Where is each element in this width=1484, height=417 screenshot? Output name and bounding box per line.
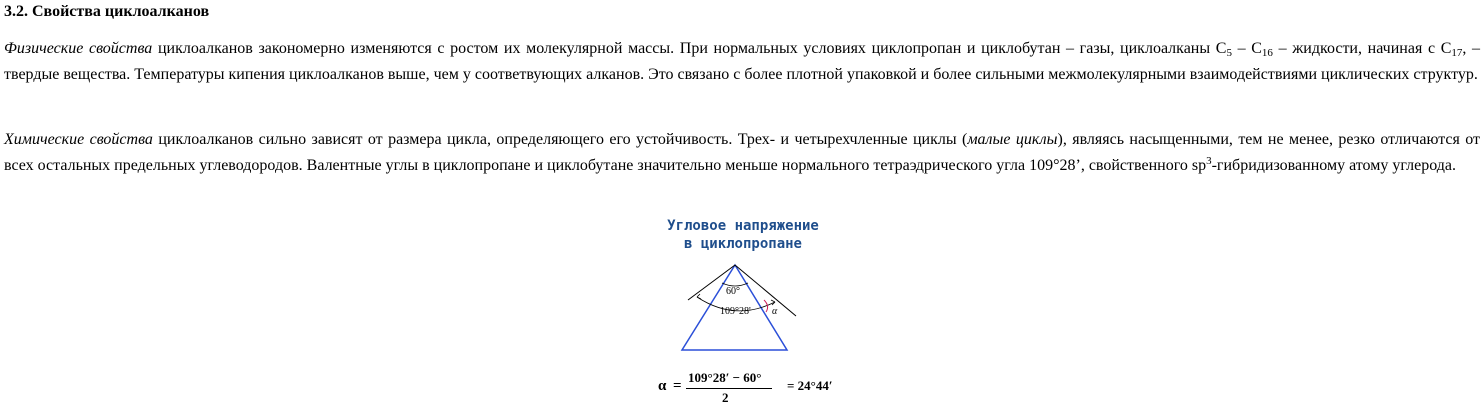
arrow-left-icon xyxy=(697,294,701,299)
chemical-properties-paragraph xyxy=(4,127,1480,179)
para2-text-1: циклоалканов сильно зависят от размера цикла, определяющего его устойчивость. Трех- и четырехчленные циклы ( xyxy=(152,131,968,148)
para1-text-1: циклоалканов закономерно изменяются с ростом их молекулярной массы. При нормальных условиях циклопропан и циклобутан – газы, циклоалканы C xyxy=(152,40,1227,57)
angle-strain-formula xyxy=(652,370,852,410)
para1-text-3: – жидкости, начиная с C xyxy=(1272,40,1452,57)
para1-sub-3: 17 xyxy=(1451,47,1463,59)
formula-numerator: 109°28′ − 60° xyxy=(688,370,762,385)
formula-alpha: α xyxy=(658,378,667,394)
figure-title xyxy=(630,217,856,253)
formula-result: = 24°44′ xyxy=(787,378,833,393)
fraction-bar xyxy=(686,388,772,389)
physical-properties-term: Физические свойства xyxy=(4,40,153,57)
chemical-properties-term: Химические свойства xyxy=(4,131,153,148)
para2-text-3: -гибридизованному атому углерода. xyxy=(1211,157,1456,174)
figure-title-line-1: Угловое напряжение xyxy=(667,218,819,234)
cyclopropane-angle-diagram xyxy=(680,260,804,356)
figure-title-line-2: в циклопропане xyxy=(683,236,802,252)
para1-sub-2: 16 xyxy=(1261,47,1273,59)
angle-label-109: 109°28' xyxy=(720,306,751,317)
angle-label-alpha: α xyxy=(772,306,778,317)
para1-sub-1: 5 xyxy=(1226,47,1232,59)
small-cycles-term: малые циклы xyxy=(967,131,1058,148)
section-heading: 3.2. Свойства циклоалканов xyxy=(4,3,210,20)
physical-properties-paragraph xyxy=(4,36,1480,88)
sp3-superscript: 3 xyxy=(1206,155,1212,167)
formula-equals: = xyxy=(673,378,682,394)
arrow-right-icon xyxy=(771,300,775,305)
para1-text-2: – C xyxy=(1231,40,1262,57)
angle-label-60: 60° xyxy=(726,286,740,297)
formula-denominator: 2 xyxy=(722,390,729,405)
para2-text-2: ), являясь насыщенными, тем не менее, резко отличаются от всех остальных предельных углеводородов. Валентные углы в циклопропане и циклобутане значительно меньше нормального тетраэдрического угла 109°28’, свойственного sp xyxy=(4,131,1481,174)
para1-text-4: , – твердые вещества. Температуры кипения циклоалканов выше, чем у соответвующих алканов. Это связано с более плотной упаковкой и более сильными межмолекулярными взаимодействиями циклических структур. xyxy=(4,40,1481,83)
